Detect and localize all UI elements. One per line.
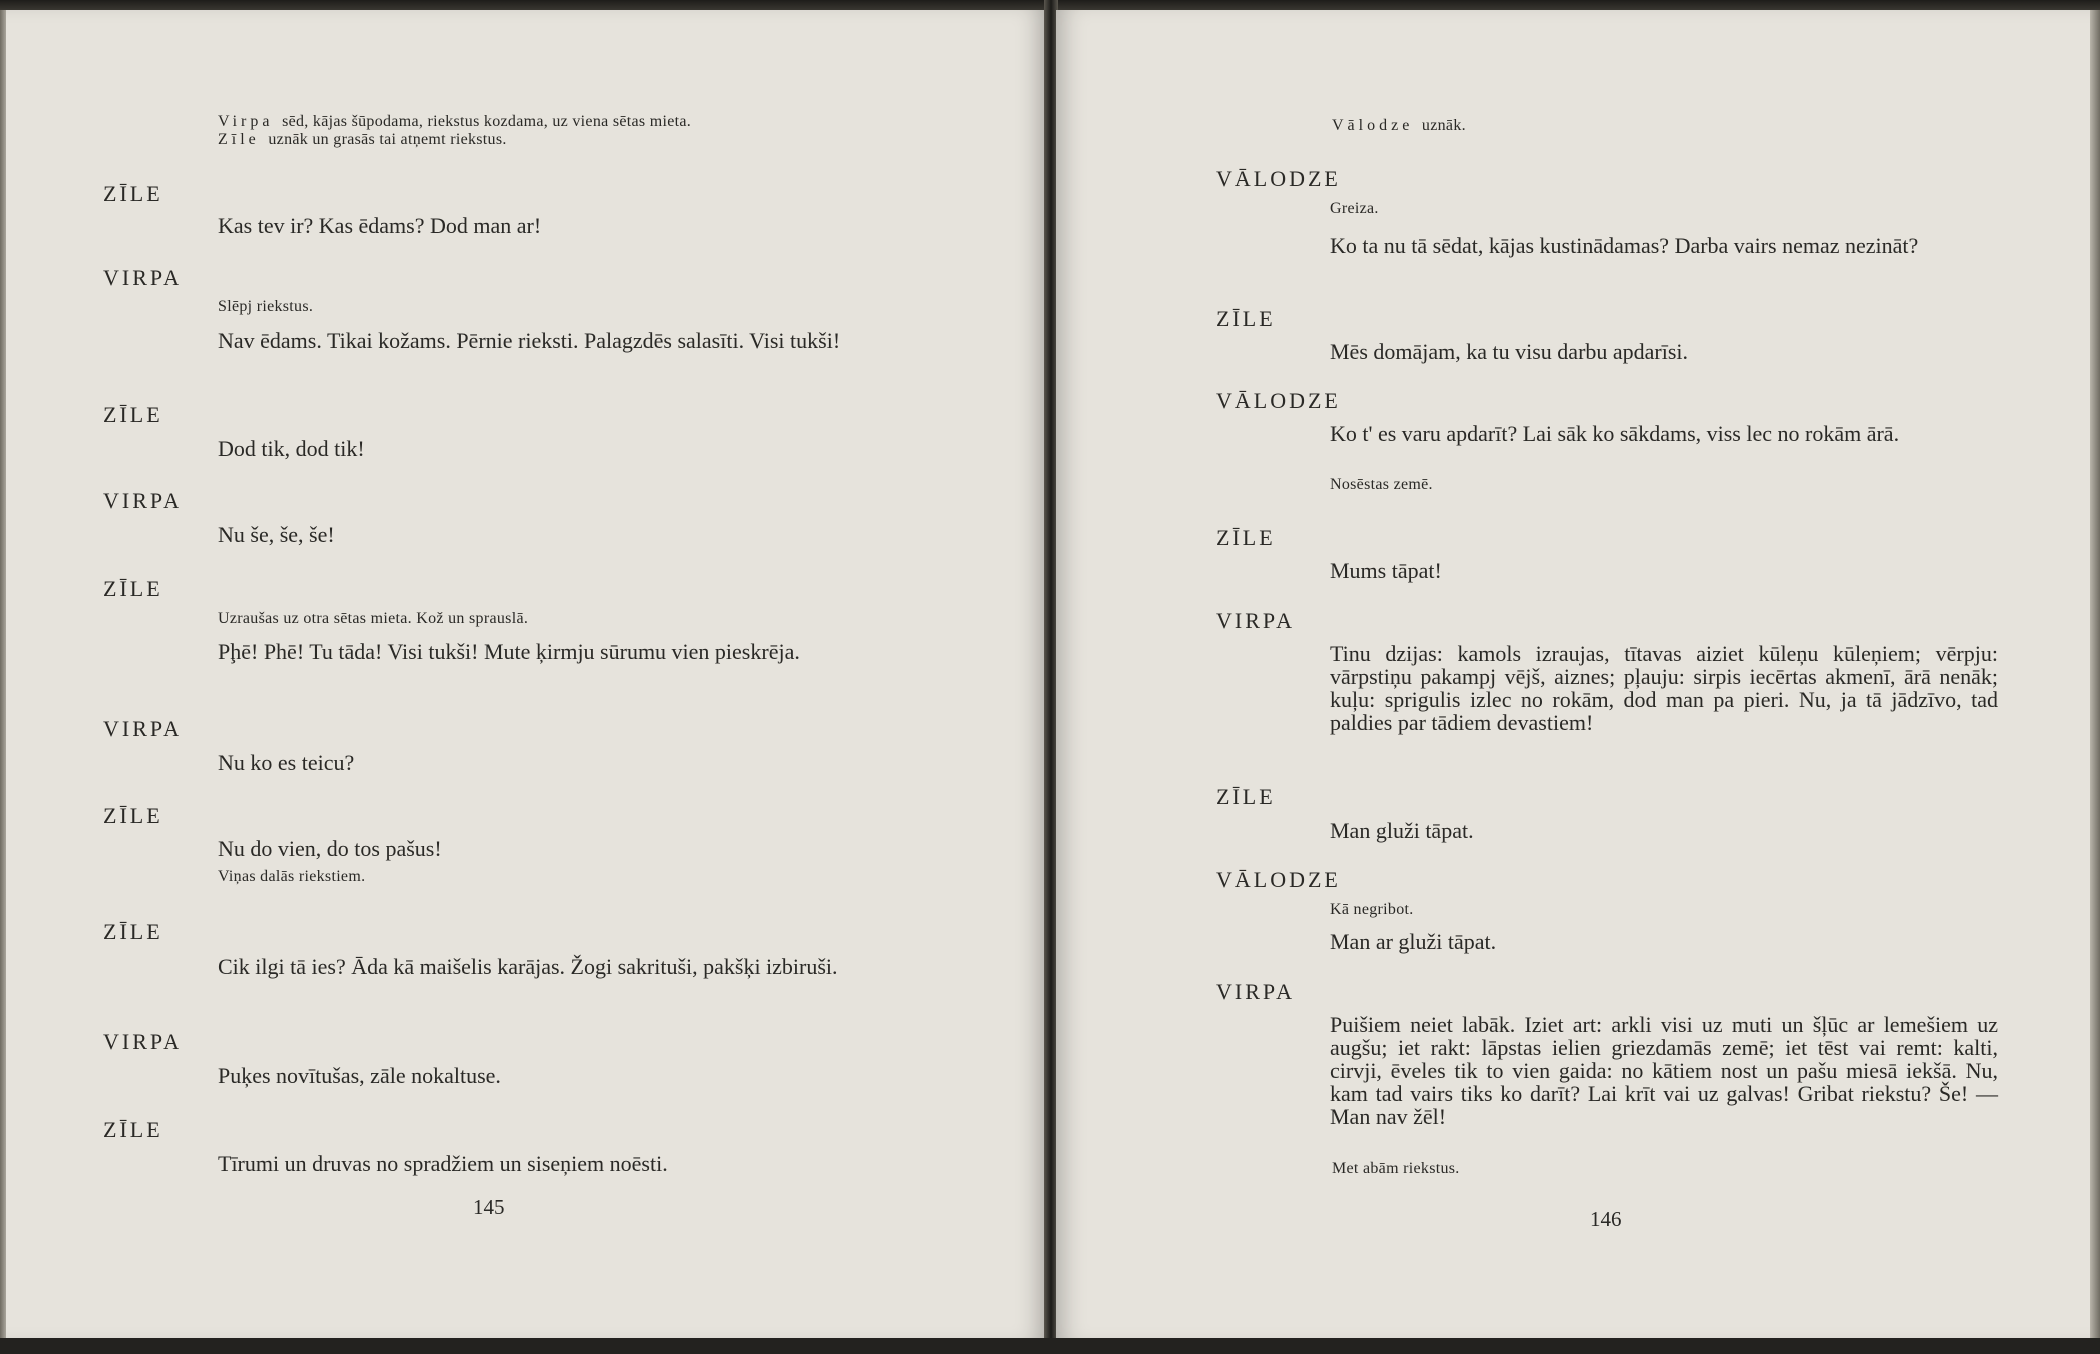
stage-direction-intro [1332, 117, 1466, 135]
right-page [1056, 10, 2094, 1340]
speaker-name: VIRPA [1216, 979, 1295, 1004]
speaker-name: ZĪLE [103, 1117, 163, 1142]
character-name-inline: Zīle [218, 131, 260, 148]
dialogue-line: Ko t' es varu apdarīt? Lai sāk ko sākdams, viss lec no rokām ārā. [1330, 421, 1900, 446]
speaker-name: VIRPA [103, 1029, 182, 1054]
dialogue-line: Kas tev ir? Kas ēdams? Dod man ar! [218, 213, 542, 238]
stage-direction: Met abām riekstus. [1332, 1160, 1460, 1177]
dialogue-line: Nu do vien, do tos pašus! [218, 836, 442, 861]
stage-direction-text: uznāk. [1421, 117, 1466, 134]
stage-direction: Kā negribot. [1330, 901, 1414, 918]
stage-direction-text: uznāk un grasās tai atņemt riekstus. [268, 131, 507, 148]
dialogue-line: Ko ta nu tā sēdat, kājas kustinādamas? Darba vairs nemaz nezināt? [1330, 233, 1919, 258]
speaker-name: VIRPA [1216, 608, 1295, 633]
page-number: 146 [1590, 1207, 1622, 1231]
speaker-name: ZĪLE [103, 803, 163, 828]
stage-direction-intro-1 [218, 113, 691, 131]
dialogue-line: Tīrumi un druvas no spradžiem un siseņiem noēsti. [218, 1151, 668, 1176]
left-page [6, 10, 1046, 1340]
dialogue-line: Mums tāpat! [1330, 558, 1442, 583]
dialogue-line: Nu ko es teicu? [218, 750, 355, 775]
speaker-name: VIRPA [103, 716, 182, 741]
dialogue-line: Nav ēdams. Tikai kožams. Pērnie rieksti. Palagzdēs salasīti. Visi tukši! [218, 328, 841, 353]
speaker-name: ZĪLE [1216, 784, 1276, 809]
dialogue-line: Pḩē! Phē! Tu tāda! Visi tukši! Mute ķirmju sūrumu vien pieskrēja. [218, 639, 800, 664]
stage-direction: Viņas dalās riekstiem. [218, 868, 366, 885]
dialogue-line: Puišiem neiet labāk. Iziet art: arkli visi uz muti un šļūc ar lemešiem uz augšu; iet rakt: lāpstas ielien griezdamās zemē; iet tēst vai remt: kalti, cirvji, ēveles tik to vien gaida: no kātiem nost un pašu miesā iekšā. Nu, kam tad vairs tiks ko darīt? Lai krīt vai uz galvas! Gribat riekstu? Še! — Man nav žēl! [1330, 1012, 1998, 1129]
dialogue-line: Tinu dzijas: kamols izraujas, tītavas aiziet kūleņu kūleņiem; vērpju: vārpstiņu pakampj vējš, aiznes; pļauju: sirpis iecērtas akmenī, ārā nenāk; kuļu: sprigulis izlec no rokām, dod man pa pieri. Nu, ja tā jādzīvo, tad paldies par tādiem devastiem! [1330, 641, 1998, 735]
stage-direction-intro-2 [218, 131, 507, 149]
dialogue-line: Puķes novītušas, zāle nokaltuse. [218, 1063, 501, 1088]
speaker-name: ZĪLE [1216, 525, 1276, 550]
stage-direction: Uzraušas uz otra sētas mieta. Kož un sprauslā. [218, 610, 529, 627]
speaker-name: ZĪLE [103, 576, 163, 601]
stage-direction: Greiza. [1330, 200, 1379, 217]
book-right-edge [2090, 10, 2100, 1340]
dialogue-line: Dod tik, dod tik! [218, 436, 365, 461]
speaker-name: VĀLODZE [1216, 867, 1341, 892]
stage-direction-text: sēd, kājas šūpodama, riekstus kozdama, uz viena sētas mieta. [282, 113, 692, 130]
stage-direction: Nosēstas zemē. [1330, 476, 1433, 493]
dialogue-line: Mēs domājam, ka tu visu darbu apdarīsi. [1330, 339, 1689, 364]
dialogue-line: Man gluži tāpat. [1330, 818, 1474, 843]
speaker-name: ZĪLE [103, 402, 163, 427]
book-bottom-edge [0, 1338, 2100, 1354]
dialogue-line: Nu še, še, še! [218, 522, 335, 547]
character-name-inline: Vālodze [1332, 117, 1414, 134]
speaker-name: ZĪLE [1216, 306, 1276, 331]
dialogue-line: Man ar gluži tāpat. [1330, 929, 1497, 954]
speaker-name: VĀLODZE [1216, 166, 1341, 191]
speaker-name: VIRPA [103, 265, 182, 290]
stage-direction: Slēpj riekstus. [218, 298, 314, 315]
speaker-name: ZĪLE [103, 919, 163, 944]
speaker-name: VIRPA [103, 488, 182, 513]
dialogue-line: Cik ilgi tā ies? Āda kā maišelis karājas. Žogi sakrituši, pakšķi izbiruši. [218, 954, 838, 979]
speaker-name: VĀLODZE [1216, 388, 1341, 413]
character-name-inline: Virpa [218, 113, 274, 130]
page-number: 145 [473, 1195, 505, 1219]
speaker-name: ZĪLE [103, 181, 163, 206]
